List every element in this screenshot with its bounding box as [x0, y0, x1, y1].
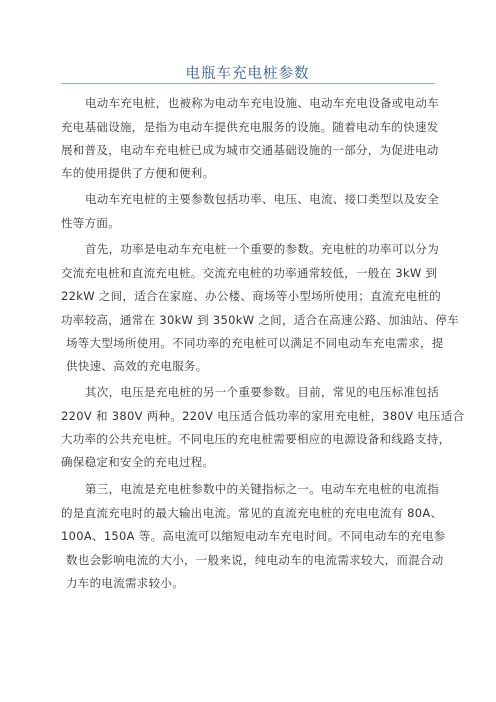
paragraph-line: 大功率的公共充电桩。不同电压的充电桩需要相应的电源设备和线路支持， — [61, 432, 451, 446]
paragraph-line: 其次，电压是充电桩的另一个重要参数。目前，常见的电压标准包括 — [85, 385, 439, 399]
paragraph-line: 电动车充电桩的主要参数包括功率、电压、电流、接口类型以及安全 — [85, 192, 439, 206]
paragraph-line: 性等方面。 — [61, 216, 120, 230]
paragraph-line: 供快速、高效的充电服务。 — [66, 359, 208, 373]
paragraph-line: 的是直流充电时的最大输出电流。常见的直流充电桩的充电电流有 80A、 — [61, 506, 443, 520]
paragraph-line: 场等大型场所使用。不同功率的充电桩可以满足不同电动车充电需求，提 — [66, 336, 444, 350]
paragraph-line: 数也会影响电流的大小，一般来说，纯电动车的电流需求较大，而混合动 — [66, 553, 444, 567]
paragraph-line: 力车的电流需求较小。 — [66, 576, 184, 590]
paragraph-line: 展和普及，电动车充电桩已成为城市交通基础设施的一部分，为促进电动 — [61, 143, 439, 157]
title-divider — [61, 83, 435, 84]
paragraph-line: 确保稳定和安全的充电过程。 — [61, 455, 215, 469]
paragraph-line: 22kW 之间，适合在家庭、办公楼、商场等小型场所使用；直流充电桩的 — [61, 289, 442, 303]
paragraph-line: 首先，功率是电动车充电桩一个重要的参数。充电桩的功率可以分为 — [85, 242, 439, 256]
paragraph-line: 充电基础设施，是指为电动车提供充电服务的设施。随着电动车的快速发 — [61, 120, 439, 134]
paragraph-line: 220V 和 380V 两种。220V 电压适合低功率的家用充电桩，380V 电压适合 — [61, 409, 465, 423]
paragraph-line: 功率较高，通常在 30kW 到 350kW 之间，适合在高速公路、加油站、停车 — [61, 313, 459, 327]
page-title: 电瓶车充电桩参数 — [185, 66, 310, 82]
paragraph-line: 交流充电桩和直流充电桩。交流充电桩的功率通常较低，一般在 3kW 到 — [61, 266, 438, 280]
paragraph-line: 第三，电流是充电桩参数中的关键指标之一。电动车充电桩的电流指 — [85, 482, 439, 496]
paragraph-line: 电动车充电桩，也被称为电动车充电设施、电动车充电设备或电动车 — [85, 96, 439, 110]
paragraph-line: 车的使用提供了方便和便利。 — [61, 166, 215, 180]
paragraph-line: 100A、150A 等。高电流可以缩短电动车充电时间。不同电动车的充电参 — [61, 529, 446, 543]
